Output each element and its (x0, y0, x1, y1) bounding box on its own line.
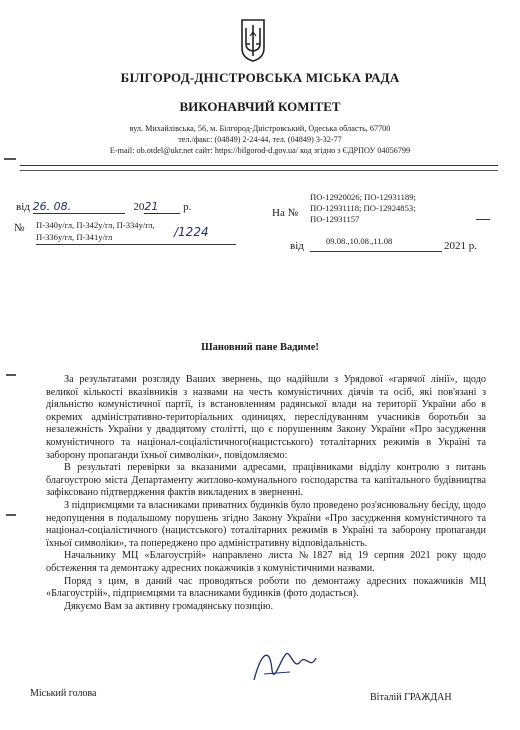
paragraph-5: Поряд з цим, в даний час проводяться роботи по демонтажу адресних покажчиків МЦ «Благоустрій», підприємцями та власниками будинків (фото додасться). (46, 575, 486, 600)
scan-mark (6, 514, 16, 516)
number-label: № (14, 222, 25, 234)
greeting: Шановний пане Вадиме! (201, 342, 319, 353)
paragraph-1: За результатами розгляду Ваших звернень, що надійшли з Урядової «гарячої лінії», щодо великої кількості вказівників з назвами на честь комуністичних діячів та осіб, які пов'язані з діяльністю комуністичної партії, із встановленням радянської влади на території України або в окремих адміністративно-територіальних одиницях, переслідуванням учасників боротьби за незалежність України у двадцятому столітті, що є порушенням Закону України «Про засудження комуністичного та націонал-соціалістичного(нацистського) тоталітарних режимів в Україні та заборону пропаганди їхньої символіки», повідомляємо: (46, 374, 486, 461)
organization-name: БІЛГОРОД-ДНІСТРОВСЬКА МІСЬКА РАДА (120, 70, 400, 85)
year-suffix: 21 (144, 200, 180, 214)
letter-body (46, 374, 486, 613)
header-rule (20, 165, 498, 166)
number-refs-2: П-336у/гл, П-341у/гл (36, 232, 113, 242)
year-unit: р. (183, 201, 192, 213)
number-underline (36, 244, 236, 245)
date-day-month: 26. 08. (33, 200, 125, 214)
outgoing-date (16, 200, 191, 214)
phone-line: тел./факс: (04849) 2-24-44, тел. (04849) 3-32-77 (178, 135, 342, 144)
signatory-title: Міський голова (30, 688, 97, 699)
handwritten-signature (250, 640, 320, 690)
year-prefix: 20 (133, 201, 145, 213)
address-line: вул. Михайлівська, 56, м. Білгород-Дністровський, Одеська область, 67700 (129, 124, 391, 133)
paragraph-3: З підприємцями та власниками приватних будинків було проведено роз'яснювальну бесіду, щодо недопущення в подальшому порушень згідно Закону України «Про засудження комуністичного та націонал-соціалістичного (нацистського) тоталітарних режимів в Україні та заборону пропаганди їхньої символіки», та попереджено про адміністративну відповідальність. (46, 499, 486, 549)
paragraph-4: Начальнику МЦ «Благоустрій» направлено листа №1827 від 19 серпня 2021 року щодо обстеження та демонтажу адресних покажчиків з комуністичними назвами. (46, 550, 486, 574)
committee-name: ВИКОНАВЧИЙ КОМІТЕТ (179, 99, 341, 114)
incoming-dates: 09.08.,10.08.,11.08 (326, 236, 393, 246)
incoming-refs-1: ПО-12920026; ПО-12931189; (310, 192, 416, 202)
trident-coat-of-arms-icon (240, 18, 266, 62)
header-rule-thin (20, 170, 498, 171)
incoming-year: 2021 р. (444, 240, 477, 252)
incoming-refs-2: ПО-12931118; ПО-12924853; (310, 203, 416, 213)
incoming-refs-line (476, 219, 490, 220)
number-refs-1: П-340у/гл, П-342у/гл, П-334у/гл, (36, 220, 155, 230)
number-handwritten: /1224 (174, 225, 209, 239)
incoming-date-underline (310, 251, 442, 252)
scan-mark (4, 158, 16, 160)
scan-mark (6, 374, 16, 376)
date-prefix: від (16, 201, 30, 213)
incoming-refs-3: ПО-12931157 (310, 214, 360, 224)
incoming-date-prefix: від (290, 240, 304, 252)
contacts-line: E-mail: ob.otdel@ukr.net сайт: https://bilgorod-d.gov.ua/ код згідно з ЄДРПОУ 04056799 (109, 146, 411, 155)
paragraph-2: В результаті перевірки за вказаними адресами, працівниками відділу контролю з питань благоустрою міста Департаменту житлово-комунального господарства та капітального будівництва зафіксовано підтвердження фактів викладених в зверненні. (46, 462, 486, 499)
paragraph-6: Дякуємо Вам за активну громадянську позицію. (64, 600, 274, 612)
incoming-label: На № (272, 207, 299, 219)
signatory-name: Віталій ГРАЖДАН (370, 692, 452, 703)
